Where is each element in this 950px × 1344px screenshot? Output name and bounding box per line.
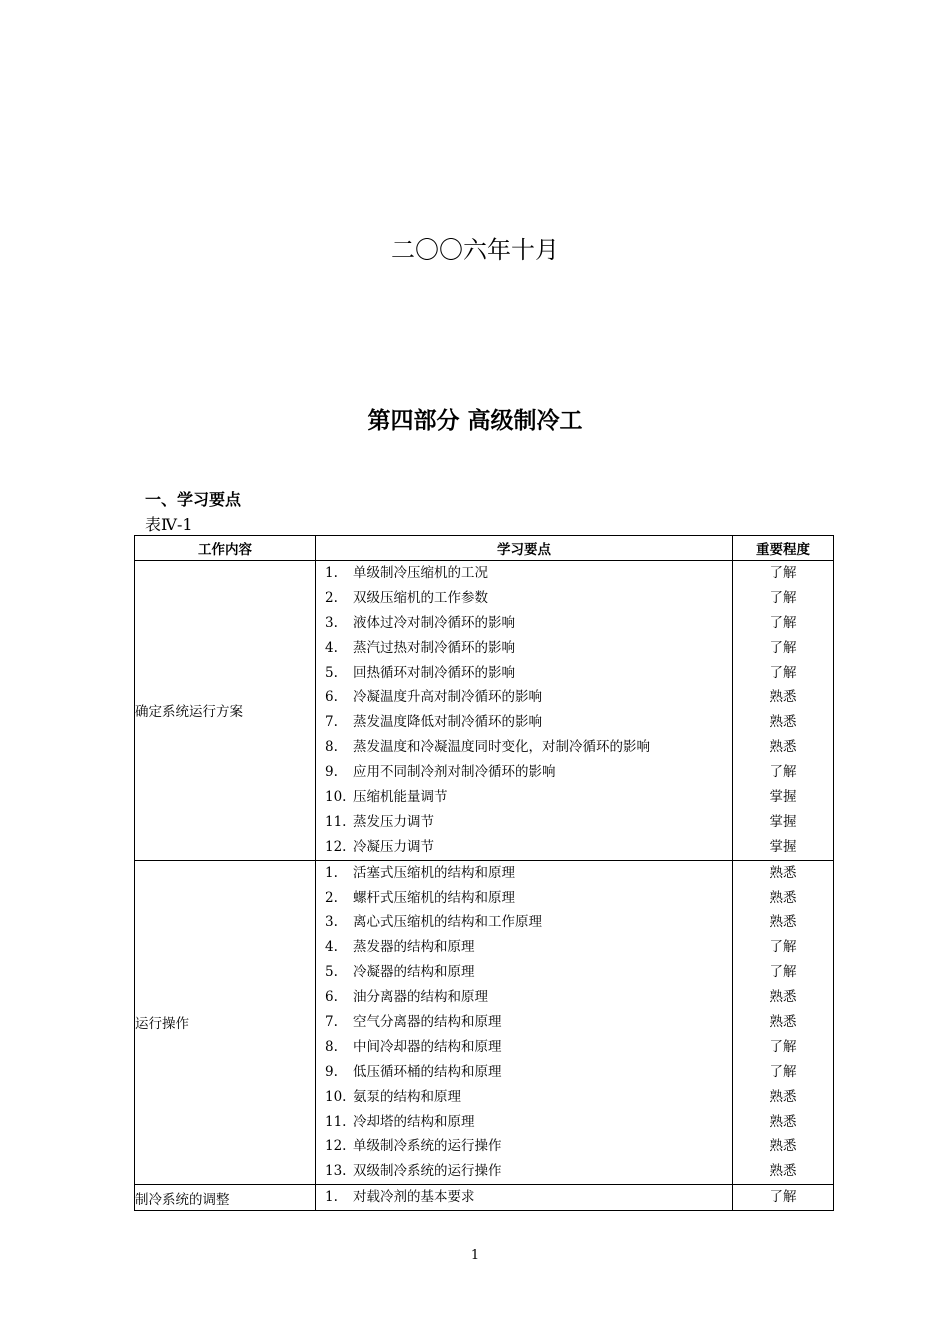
table-row [135, 561, 834, 861]
importance-level: 了解 [769, 589, 797, 606]
item-text: 冷却塔的结构和原理 [353, 1113, 475, 1130]
importance-level: 熟悉 [769, 1014, 797, 1031]
item-text: 蒸发温度和冷凝温度同时变化，对制冷循环的影响 [353, 739, 650, 756]
work-content-cell: 确定系统运行方案 [135, 561, 316, 861]
item-text: 回热循环对制冷循环的影响 [353, 664, 515, 681]
learning-points-cell [316, 860, 733, 1185]
importance-level: 了解 [769, 1063, 797, 1080]
list-item [316, 685, 732, 710]
item-text: 氨泵的结构和原理 [353, 1088, 461, 1105]
item-number: 13. [325, 1163, 347, 1180]
importance-cell [733, 561, 834, 861]
item-number: 9. [325, 1063, 338, 1080]
importance-level: 了解 [769, 939, 797, 956]
item-number: 1. [325, 864, 338, 881]
list-item [316, 935, 732, 960]
item-number: 10. [325, 1088, 347, 1105]
importance-level: 了解 [769, 639, 797, 656]
list-item [316, 1134, 732, 1159]
item-text: 单级制冷系统的运行操作 [353, 1138, 502, 1155]
item-number: 1. [325, 1189, 338, 1206]
learning-points-cell [316, 1185, 733, 1211]
item-number: 7. [325, 1014, 338, 1031]
header-work-content: 工作内容 [135, 536, 316, 561]
importance-level: 熟悉 [769, 864, 797, 881]
item-number: 6. [325, 689, 338, 706]
work-content-cell: 制冷系统的调整 [135, 1185, 316, 1211]
importance-level: 了解 [769, 614, 797, 631]
list-item [316, 611, 732, 636]
item-text: 螺杆式压缩机的结构和原理 [353, 889, 515, 906]
item-text: 低压循环桶的结构和原理 [353, 1063, 502, 1080]
section-heading: 一、学习要点 [145, 490, 242, 509]
list-item [316, 1060, 732, 1085]
importance-level: 了解 [769, 764, 797, 781]
importance-cell [733, 1185, 834, 1211]
importance-level: 了解 [769, 664, 797, 681]
table-row [135, 860, 834, 1185]
item-number: 2. [325, 889, 338, 906]
list-item [316, 636, 732, 661]
list-item [316, 861, 732, 886]
importance-cell [733, 860, 834, 1185]
item-text: 双级制冷系统的运行操作 [353, 1163, 502, 1180]
item-text: 双级压缩机的工作参数 [353, 589, 488, 606]
header-learning-points: 学习要点 [316, 536, 733, 561]
table-body [135, 561, 834, 1211]
item-number: 4. [325, 939, 338, 956]
date-title: 二〇〇六年十月 [391, 236, 559, 264]
item-text: 中间冷却器的结构和原理 [353, 1038, 502, 1055]
importance-level: 了解 [769, 1189, 797, 1206]
list-item [316, 1159, 732, 1184]
header-importance: 重要程度 [733, 536, 834, 561]
list-item [316, 1110, 732, 1135]
importance-level: 熟悉 [769, 889, 797, 906]
importance-level: 熟悉 [769, 714, 797, 731]
list-item [316, 735, 732, 760]
item-number: 4. [325, 639, 338, 656]
importance-level: 熟悉 [769, 914, 797, 931]
item-text: 油分离器的结构和原理 [353, 989, 488, 1006]
list-item [316, 586, 732, 611]
list-item [316, 960, 732, 985]
list-item [316, 1085, 732, 1110]
item-number: 5. [325, 664, 338, 681]
item-number: 5. [325, 964, 338, 981]
item-number: 3. [325, 914, 338, 931]
item-text: 活塞式压缩机的结构和原理 [353, 864, 515, 881]
learning-points-table [134, 535, 834, 1211]
item-text: 液体过冷对制冷循环的影响 [353, 614, 515, 631]
list-item [316, 1010, 732, 1035]
item-number: 11. [325, 813, 347, 830]
importance-level: 熟悉 [769, 1088, 797, 1105]
importance-level: 熟悉 [769, 739, 797, 756]
importance-level: 了解 [769, 964, 797, 981]
importance-level: 掌握 [769, 838, 797, 855]
item-text: 单级制冷压缩机的工况 [353, 565, 488, 581]
importance-level: 熟悉 [769, 1138, 797, 1155]
item-text: 冷凝压力调节 [353, 838, 434, 855]
item-number: 10. [325, 789, 347, 806]
table-row [135, 1185, 834, 1211]
importance-level: 了解 [769, 1038, 797, 1055]
item-text: 冷凝温度升高对制冷循环的影响 [353, 689, 542, 706]
list-item [316, 1035, 732, 1060]
item-text: 蒸汽过热对制冷循环的影响 [353, 639, 515, 656]
importance-level: 熟悉 [769, 989, 797, 1006]
list-item [316, 985, 732, 1010]
list-item [316, 886, 732, 911]
item-number: 12. [325, 838, 347, 855]
item-number: 6. [325, 989, 338, 1006]
item-number: 7. [325, 714, 338, 731]
part-title: 第四部分 高级制冷工 [367, 408, 583, 434]
list-item [316, 710, 732, 735]
importance-level: 熟悉 [769, 1163, 797, 1180]
item-text: 蒸发压力调节 [353, 813, 434, 830]
item-text: 冷凝器的结构和原理 [353, 964, 475, 981]
list-item [316, 810, 732, 835]
item-number: 2. [325, 589, 338, 606]
importance-level: 掌握 [769, 813, 797, 830]
work-content-cell: 运行操作 [135, 860, 316, 1185]
item-number: 11. [325, 1113, 347, 1130]
list-item [316, 760, 732, 785]
table-caption: 表Ⅳ-1 [145, 515, 193, 534]
importance-level: 熟悉 [769, 689, 797, 706]
list-item [316, 835, 732, 860]
list-item [316, 785, 732, 810]
item-number: 8. [325, 1038, 338, 1055]
importance-level: 了解 [769, 565, 797, 581]
item-text: 压缩机能量调节 [353, 789, 448, 806]
list-item [316, 910, 732, 935]
item-text: 蒸发器的结构和原理 [353, 939, 475, 956]
table-header-row [135, 536, 834, 561]
item-number: 8. [325, 739, 338, 756]
learning-points-cell [316, 561, 733, 861]
list-item [316, 1185, 732, 1210]
item-number: 3. [325, 614, 338, 631]
list-item [316, 561, 732, 586]
item-number: 9. [325, 764, 338, 781]
list-item [316, 661, 732, 686]
importance-level: 熟悉 [769, 1113, 797, 1130]
item-text: 蒸发温度降低对制冷循环的影响 [353, 714, 542, 731]
importance-level: 掌握 [769, 789, 797, 806]
item-number: 1. [325, 565, 338, 581]
item-text: 对载冷剂的基本要求 [353, 1189, 475, 1206]
page-number: 1 [470, 1248, 480, 1263]
item-text: 离心式压缩机的结构和工作原理 [353, 914, 542, 931]
item-number: 12. [325, 1138, 347, 1155]
item-text: 空气分离器的结构和原理 [353, 1014, 502, 1031]
item-text: 应用不同制冷剂对制冷循环的影响 [353, 764, 556, 781]
